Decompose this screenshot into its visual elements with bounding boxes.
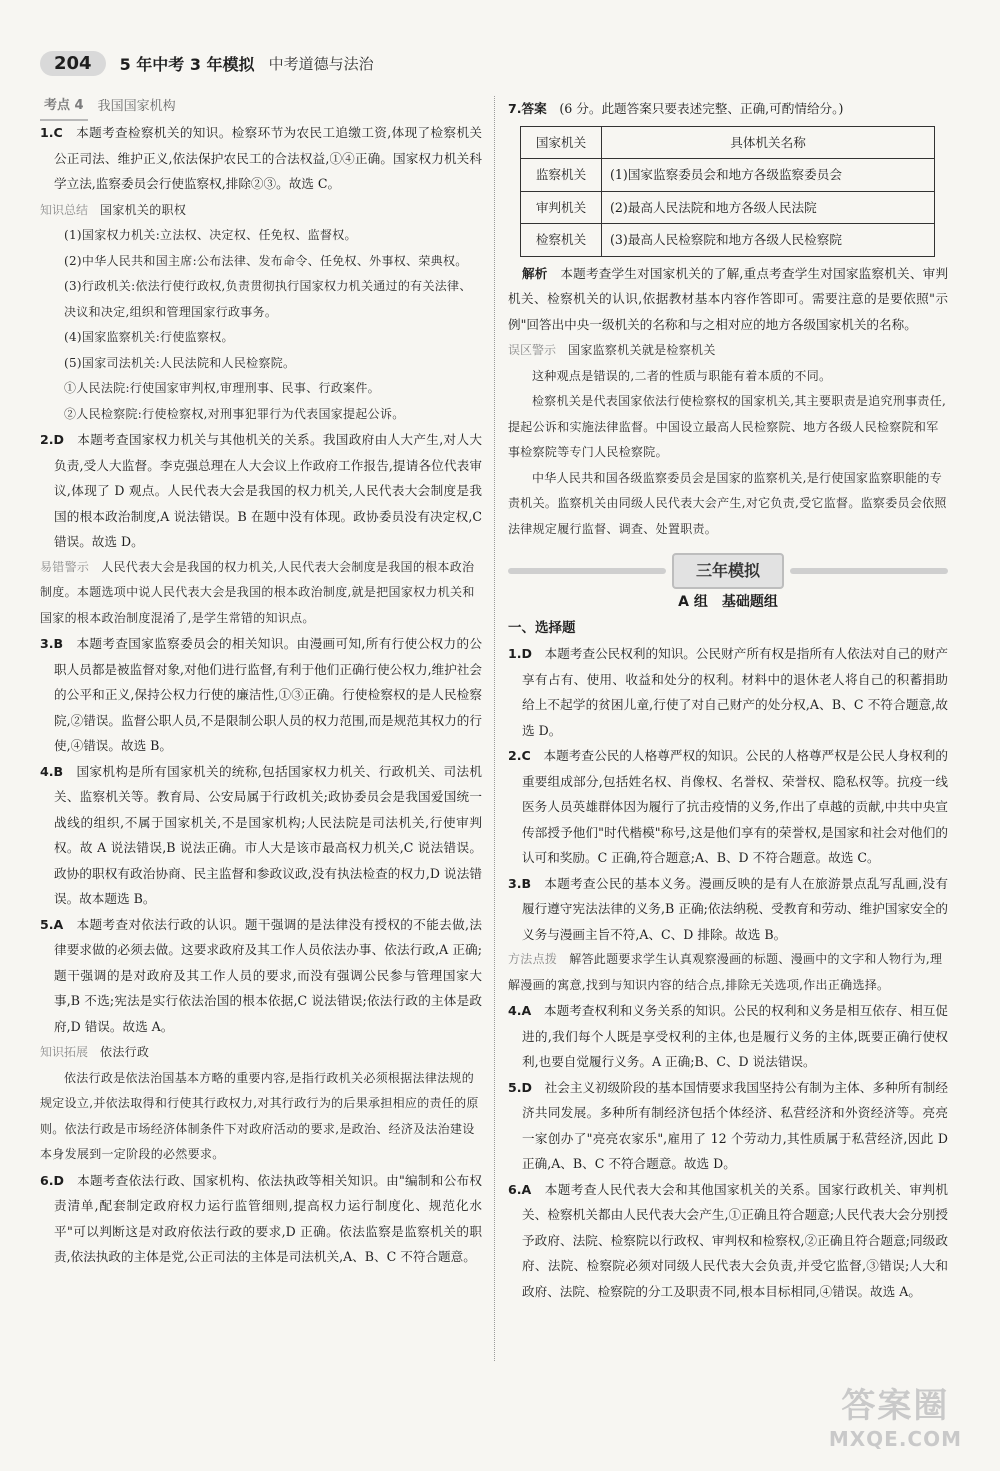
mock-answer-4	[508, 998, 948, 1075]
table-cell: (3)最高人民检察院和地方各级人民检察院	[602, 224, 935, 257]
analysis-label: 解析	[522, 265, 548, 281]
answer-7	[508, 96, 948, 122]
answer-number: 1.D	[508, 646, 533, 661]
watermark-url: MXQE.COM	[828, 1427, 962, 1451]
mock-answer-6	[508, 1177, 948, 1305]
answer-2	[40, 427, 482, 555]
answer-text: 本题考查公民的人格尊严权的知识。公民的人格尊严权是公民人身权利的重要组成部分,包括姓名权、肖像权、名誉权、荣誉权、隐私权等。抗疫一线医务人员英雄群体因为履行了抗击疫情的义务,作出了卓越的贡献,中共中央宣传部授予他们"时代楷模"称号,这是他们享有的荣誉权,是国家和社会对他们的认可和奖励。C 正确,符合题意;A、B、D 不符合题意。故选 C。	[522, 748, 949, 865]
table-cell: 国家机关	[521, 126, 602, 159]
answer-4	[40, 759, 482, 912]
knowledge-extension-heading	[40, 1039, 482, 1066]
misconception-text: 检察机关是代表国家依法行使检察权的国家机关,其主要职责是追究刑事责任,提起公诉和实施法律监督。中国设立最高人民检察院、地方各级人民检察院和军事检察院等专门人民检察院。	[508, 394, 947, 459]
page-number: 204	[40, 51, 106, 76]
answer-text: 本题考查依法行政、国家机构、依法执政等相关知识。由"编制和公布权责清单,配套制定政府权力运行监管细则,提高权力运行制度化、规范化水平"可以判断这是对政府依法行政的要求,D 正确。依法监察是监察机关的职责,依法执政的主体是党,公正司法的主体是司法机关,A、B、C 不符合题意。	[54, 1172, 483, 1264]
answer-number: 5.A	[40, 916, 64, 932]
tag-title: 国家机关的职权	[100, 202, 187, 217]
summary-line: (2)中华人民共和国主席:公布法律、发布命令、任免权、外事权、荣典权。	[64, 253, 468, 268]
tag-label: 方法点拨	[508, 952, 558, 966]
summary-line: (4)国家监察机关:行使监察权。	[64, 330, 234, 344]
misconception-text: 中华人民共和国各级监察委员会是国家的监察机关,是行使国家监察职能的专责机关。监察机关由同级人民代表大会产生,对它负责,受它监督。监察委员会依照法律规定履行监督、调查、处置职责。	[508, 470, 947, 536]
banner-bar	[508, 568, 666, 574]
tag-label: 知识拓展	[40, 1045, 89, 1059]
mock-answer-2	[508, 743, 948, 871]
answer-number: 2.D	[40, 432, 65, 447]
page-header	[40, 48, 374, 78]
summary-line: ②人民检察院:行使检察权,对刑事犯罪行为代表国家提起公诉。	[64, 406, 405, 421]
answer-text: 本题考查公民权利的知识。公民财产所有权是指所有人依法对自己的财产享有占有、使用、收益和处分的权利。材料中的退休老人将自己的积蓄捐助给上不起学的贫困儿童,行使了对自己财产的处分权,A、B、C 不符合题意,故选 D。	[522, 646, 949, 738]
table-cell: 检察机关	[521, 224, 602, 257]
mock-answer-1	[508, 641, 948, 743]
answer-text: 社会主义初级阶段的基本国情要求我国坚持公有制为主体、多种所有制经济共同发展。多种所有制经济包括个体经济、私营经济和外资经济等。亮亮一家创办了"亮亮农家乐",雇用了 12 个劳动力,其性质属于私营经济,因此 D 正确,A、B、C 不符合题意。故选 D。	[522, 1079, 949, 1171]
answer-6	[40, 1168, 482, 1270]
answer-note: (6 分。此题答案只要表述完整、正确,可酌情给分。)	[559, 101, 844, 116]
method-tip	[508, 947, 948, 998]
answer-3	[40, 631, 482, 759]
table-row	[521, 224, 935, 257]
answer-number: 1.C	[40, 125, 63, 140]
analysis	[508, 261, 948, 338]
answer-text: 本题考查人民代表大会和其他国家机关的关系。国家行政机关、审判机关、检察机关都由人民代表大会产生,①正确且符合题意;人民代表大会分别授予政府、法院、检察院以行政权、审判权和检察权,②正确且符合题意;同级政府、法院、检察院必须对同级人民代表大会负责,并受它监督,③错误;人大和政府、法院、检察院的分工及职责不同,根本目标相同,④错误。故选 A。	[522, 1181, 949, 1299]
tag-text: 解答此题要求学生认真观察漫画的标题、漫画中的文字和人物行为,理解漫画的寓意,找到与知识内容的结合点,排除无关选项,作出正确选择。	[508, 952, 943, 992]
watermark-logo: 答案圈	[841, 1386, 950, 1426]
mock-answer-5	[508, 1075, 948, 1177]
table-cell: (1)国家监察委员会和地方各级监察委员会	[602, 159, 935, 192]
answer-number: 4.A	[508, 1003, 532, 1018]
answer-number: 2.C	[508, 748, 531, 763]
kaodian-title: 我国国家机构	[97, 99, 176, 115]
section-title: 一、选择题	[508, 619, 576, 636]
column-divider	[494, 96, 495, 1361]
tag-label: 误区警示	[508, 343, 557, 357]
tag-title: 依法行政	[100, 1045, 150, 1059]
kaodian-badge: 考点 4	[40, 93, 88, 121]
book-brand: 5 年中考 3 年模拟	[119, 54, 255, 74]
answer-number: 6.D	[40, 1172, 65, 1188]
summary-line: (3)行政机关:依法行使行政权,负责贯彻执行国家权力机关通过的有关法律、决议和决定,组织和管理国家行政事务。	[64, 279, 472, 319]
summary-line: ①人民法院:行使国家审判权,审理刑事、民事、行政案件。	[64, 381, 380, 395]
group-title: A 组 基础题组	[678, 594, 778, 610]
answer-text: 本题考查国家监察委员会的相关知识。由漫画可知,所有行使公权力的公职人员都是被监督对象,对他们进行监督,有利于他们正确行使公权力,维护社会的公平和正义,保持公权力行使的廉洁性,①③正确。行使检察权的是人民检察院,②错误。监督公职人员,不是限制公职人员的权力范围,而是规范其权力的行使,④错误。故选 B。	[54, 636, 482, 753]
left-column	[40, 96, 482, 1270]
tag-text: 人民代表大会是我国的权力机关,人民代表大会制度是我国的根本政治制度。本题选项中说人民代表大会是我国的根本政治制度,就是把国家权力机关和国家的根本政治制度混淆了,是学生常错的知识点。	[40, 559, 475, 625]
extension-text: 依法行政是依法治国基本方略的重要内容,是指行政机关必须根据法律法规的规定设立,并依法取得和行使其行政权力,对其行政行为的后果承担相应的责任的原则。依法行政是市场经济体制条件下对政府活动的要求,是政治、经济及法治建设本身发展到一定阶段的必然要求。	[40, 1070, 479, 1161]
answer-text: 本题考查对依法行政的认识。题干强调的是法律没有授权的不能去做,法律要求做的必须去做。这要求政府及其工作人员依法办事、依法行政,A 正确;题干强调的是对政府及其工作人员的要求,而没有强调公民参与管理国家大事,B 不选;宪法是实行依法治国的根本依据,C 说法错误;依法行政的主体是政府,D 错误。故选 A。	[54, 916, 482, 1034]
watermark	[829, 1378, 962, 1451]
summary-line: (1)国家权力机关:立法权、决定权、任免权、监督权。	[64, 228, 357, 242]
answer-5	[40, 912, 482, 1040]
table-header-row	[521, 126, 935, 159]
tag-title: 国家监察机关就是检察机关	[568, 343, 716, 357]
answer-table	[520, 126, 935, 257]
answer-text: 国家机构是所有国家机关的统称,包括国家权力机关、行政机关、司法机关、监察机关等。教育局、公安局属于行政机关;政协委员会是我国爱国统一战线的组织,不属于国家机关,不是国家机构;人民法院是司法机关,行使审判权。故 A 说法错误,B 说法正确。市人大是该市最高权力机关,C 说法错误。政协的职权有政治协商、民主监督和参政议政,没有执法检查的权力,D 说法错误。故本题选 B。	[54, 763, 482, 906]
answer-text: 本题考查国家权力机关与其他机关的关系。我国政府由人大产生,对人大负责,受人大监督。李克强总理在人大会议上作政府工作报告,提请各位代表审议,体现了 D 观点。人民代表大会是我国的权力机关,人民代表大会制度是我国的根本政治制度,A 说法错误。B 在题中没有体现。政协委员没有决定权,C 错误。故选 D。	[54, 432, 482, 549]
answer-number: 3.B	[40, 636, 64, 651]
answer-number: 7.答案	[508, 101, 547, 116]
section-banner	[508, 556, 948, 586]
table-cell: 审判机关	[521, 191, 602, 224]
answer-text: 本题考查公民的基本义务。漫画反映的是有人在旅游景点乱写乱画,没有履行遵守宪法法律的义务,B 正确;依法纳税、受教育和劳动、维护国家安全的义务与漫画主旨不符,A、C、D 排除。故选 B。	[522, 875, 949, 942]
answer-1	[40, 120, 482, 197]
answer-text: 本题考查权利和义务关系的知识。公民的权利和义务是相互依存、相互促进的,我们每个人既是享受权利的主体,也是履行义务的主体,既要正确行使权利,也要自觉履行义务。A 正确;B、C、D 说法错误。	[522, 1003, 949, 1069]
table-cell: 具体机关名称	[602, 126, 935, 159]
table-row	[521, 159, 935, 192]
answer-number: 5.D	[508, 1079, 533, 1095]
misconception-text: 这种观点是错误的,二者的性质与职能有着本质的不同。	[532, 368, 832, 383]
table-row	[521, 191, 935, 224]
error-warning	[40, 555, 482, 632]
mock-answer-3	[508, 871, 948, 948]
banner-label: 三年模拟	[672, 553, 784, 589]
kaodian-heading	[40, 96, 482, 118]
misconception-heading	[508, 337, 948, 364]
analysis-text: 本题考查学生对国家机关的了解,重点考查学生对国家监察机关、审判机关、检察机关的认识,依据教材基本内容作答即可。需要注意的是要依照"示例"回答出中央一级机关的名称和与之相对应的地方各级国家机关的名称。	[508, 265, 949, 332]
right-column	[508, 96, 948, 1304]
answer-number: 4.B	[40, 763, 64, 779]
knowledge-summary-heading	[40, 197, 482, 224]
table-cell: 监察机关	[521, 159, 602, 192]
banner-bar	[790, 568, 948, 574]
answer-number: 3.B	[508, 875, 532, 891]
tag-label: 易错警示	[40, 559, 90, 574]
tag-label: 知识总结	[40, 202, 89, 217]
table-cell: (2)最高人民法院和地方各级人民法院	[602, 191, 935, 224]
summary-line: (5)国家司法机关:人民法院和人民检察院。	[64, 355, 296, 370]
book-subject: 中考道德与法治	[268, 54, 374, 73]
answer-text: 本题考查检察机关的知识。检察环节为农民工追缴工资,体现了检察机关公正司法、维护正义,依法保护农民工的合法权益,①④正确。国家权力机关科学立法,监察委员会行使监察权,排除②③。故选 C。	[54, 125, 482, 191]
answer-number: 6.A	[508, 1181, 532, 1197]
